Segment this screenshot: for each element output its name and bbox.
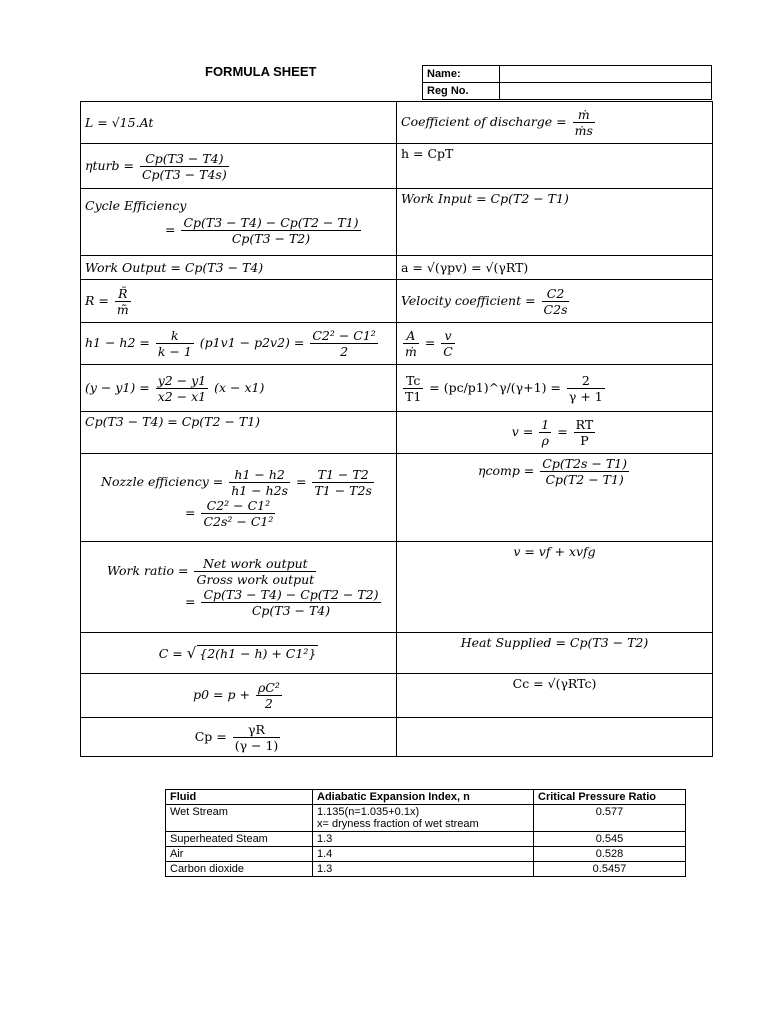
formula-energy-balance: Cp(T3 − T4) = Cp(T2 − T1) — [81, 412, 397, 454]
formula-enthalpy: h = CpT — [397, 144, 713, 189]
formula-specific-heat: Cp = $\frac{\gamma R}{(\gamma - 1)}$ — [81, 718, 397, 757]
index-cell: 1.4 — [313, 847, 534, 862]
ratio-cell: 0.577 — [534, 805, 686, 832]
table-row — [166, 805, 686, 832]
column-header: Adiabatic Expansion Index, n — [313, 790, 534, 805]
fluid-cell: Wet Stream — [166, 805, 313, 832]
page-title: FORMULA SHEET — [205, 64, 317, 79]
table-row — [166, 832, 686, 847]
column-header: Critical Pressure Ratio — [534, 790, 686, 805]
index-cell: 1.3 — [313, 862, 534, 877]
fluid-cell: Carbon dioxide — [166, 862, 313, 877]
name-field[interactable] — [500, 66, 712, 83]
reg-no-field[interactable] — [500, 83, 712, 100]
formula-critical-temperature-ratio: $\frac{Tc}{T1}$ = (pc/p1)^γ/(γ+1) = $\frac{2}{\gamma + 1}$ — [397, 365, 713, 412]
formula-sonic-velocity: a = √(γpv) = √(γRT) — [397, 256, 713, 280]
formula-discharge-coefficient: Coefficient of discharge = $\frac{\text{ṁ}}{\text{ṁs}}$ — [397, 102, 713, 144]
formula-compressor-efficiency: ηcomp = $\frac{Cp(T2s - T1)}{Cp(T2 - T1)}$ — [397, 454, 713, 542]
formula-cycle-efficiency: Cycle Efficiency = $\frac{Cp(T3 - T4) - Cp(T2 - T1)}{Cp(T3 - T2)}$ — [81, 189, 397, 256]
formula-wet-specific-volume: v = vf + xvfg — [397, 542, 713, 633]
table-row — [166, 862, 686, 877]
formula-table — [80, 101, 713, 757]
formula-turbine-efficiency: ηturb = $\frac{Cp(T3 - T4)}{Cp(T3 - T4s)}$ — [81, 144, 397, 189]
ratio-cell: 0.5457 — [534, 862, 686, 877]
formula-length: L = √15.At — [81, 102, 397, 144]
column-header: Fluid — [166, 790, 313, 805]
ratio-cell: 0.528 — [534, 847, 686, 862]
name-label: Name: — [423, 66, 500, 83]
fluid-cell: Superheated Steam — [166, 832, 313, 847]
fluid-properties-table — [165, 789, 686, 877]
formula-work-ratio: Work ratio = $\frac{\text{Net work output}}{\text{Gross work output}}$ = $\frac{Cp(T3 - T4) - Cp(T2 - T2)}{Cp(T3 - T4)}$ — [81, 542, 397, 633]
formula-stagnation-pressure: p0 = p + $\frac{\text{ρC²}}{2}$ — [81, 674, 397, 718]
formula-critical-velocity: Cc = √(γRTc) — [397, 674, 713, 718]
fluid-cell: Air — [166, 847, 313, 862]
table-header-row — [166, 790, 686, 805]
formula-velocity-coefficient: Velocity coefficient = $\frac{C2}{C2s}$ — [397, 280, 713, 323]
table-row — [166, 847, 686, 862]
formula-nozzle-velocity: C = √ {2(h1 − h) + C1²} — [81, 633, 397, 674]
formula-linear-interpolation: (y − y1) = $\frac{y2 - y1}{x2 - x1}$ (x − x1) — [81, 365, 397, 412]
formula-specific-volume: v = $\frac{1}{\rho}$ = $\frac{RT}{P}$ — [397, 412, 713, 454]
formula-heat-supplied: Heat Supplied = Cp(T3 − T2) — [397, 633, 713, 674]
index-note: x= dryness fraction of wet stream — [317, 818, 479, 830]
ratio-cell: 0.545 — [534, 832, 686, 847]
formula-nozzle-efficiency: Nozzle efficiency = $\frac{h1 - h2}{h1 - h2s}$ = $\frac{T1 - T2}{T1 - T2s}$ = $\frac{\text{C2² − C1²}}{\text{C2s² − C1²}}$ — [81, 454, 397, 542]
index-cell: 1.3 — [313, 832, 534, 847]
student-info-box — [422, 65, 712, 100]
formula-work-input: Work Input = Cp(T2 − T1) — [397, 189, 713, 256]
formula-gas-constant: R = $\frac{R̃}{m̃}$ — [81, 280, 397, 323]
formula-enthalpy-drop: h1 − h2 = $\frac{k}{k - 1}$ (p1v1 − p2v2) = $\frac{\text{C2² − C1²}}{2}$ — [81, 323, 397, 365]
formula-work-output: Work Output = Cp(T3 − T4) — [81, 256, 397, 280]
formula-area-per-mass: $\frac{A}{\text{ṁ}}$ = $\frac{v}{C}$ — [397, 323, 713, 365]
index-cell: 1.135(n=1.035+0.1x) x= dryness fraction of wet stream — [313, 805, 534, 832]
reg-no-label: Reg No. — [423, 83, 500, 100]
formula-empty-cell — [397, 718, 713, 757]
